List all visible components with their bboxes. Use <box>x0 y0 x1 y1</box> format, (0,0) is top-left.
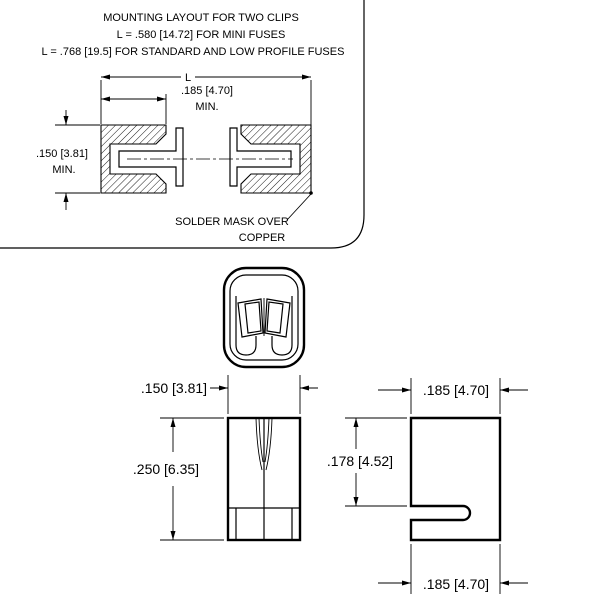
dimension-gap-value: .185 [4.70] <box>181 85 233 97</box>
clip-front-view <box>133 375 318 540</box>
dimension-height-value: .150 [3.81] <box>36 148 88 160</box>
side-height-dimension <box>327 418 407 506</box>
side-height-label: .178 [4.52] <box>326 453 394 469</box>
side-width-bottom-label: .185 [4.70] <box>422 576 490 592</box>
dimension-l-label: L <box>184 72 192 84</box>
dimension-gap-min <box>101 85 233 124</box>
layout-line-mini: L = .580 [14.72] FOR MINI FUSES <box>116 29 286 41</box>
front-height-dimension <box>133 418 224 540</box>
solder-mask-note-line2: COPPER <box>238 232 286 244</box>
layout-line-standard: L = .768 [19.5] FOR STANDARD AND LOW PROFILE FUSES <box>41 46 345 58</box>
front-width-label: .150 [3.81] <box>140 380 208 396</box>
dimension-gap-min: MIN. <box>195 101 219 113</box>
mounting-layout-panel <box>0 0 364 248</box>
clip-side-view <box>327 378 528 594</box>
layout-title: MOUNTING LAYOUT FOR TWO CLIPS <box>103 12 299 24</box>
front-height-label: .250 [6.35] <box>132 461 200 477</box>
solder-mask-note <box>175 194 311 244</box>
side-width-top-label: .185 [4.70] <box>422 382 490 398</box>
solder-mask-note-line1: SOLDER MASK OVER <box>175 216 289 228</box>
clip-top-view <box>224 268 304 367</box>
dimension-height-min: MIN. <box>52 164 76 176</box>
right-solder-pad <box>230 125 313 195</box>
side-width-dimension-top <box>378 378 528 414</box>
dimension-height-min <box>36 110 100 210</box>
front-width-dimension <box>141 375 318 414</box>
side-width-dimension-bottom <box>378 544 528 594</box>
left-solder-pad <box>101 125 183 193</box>
